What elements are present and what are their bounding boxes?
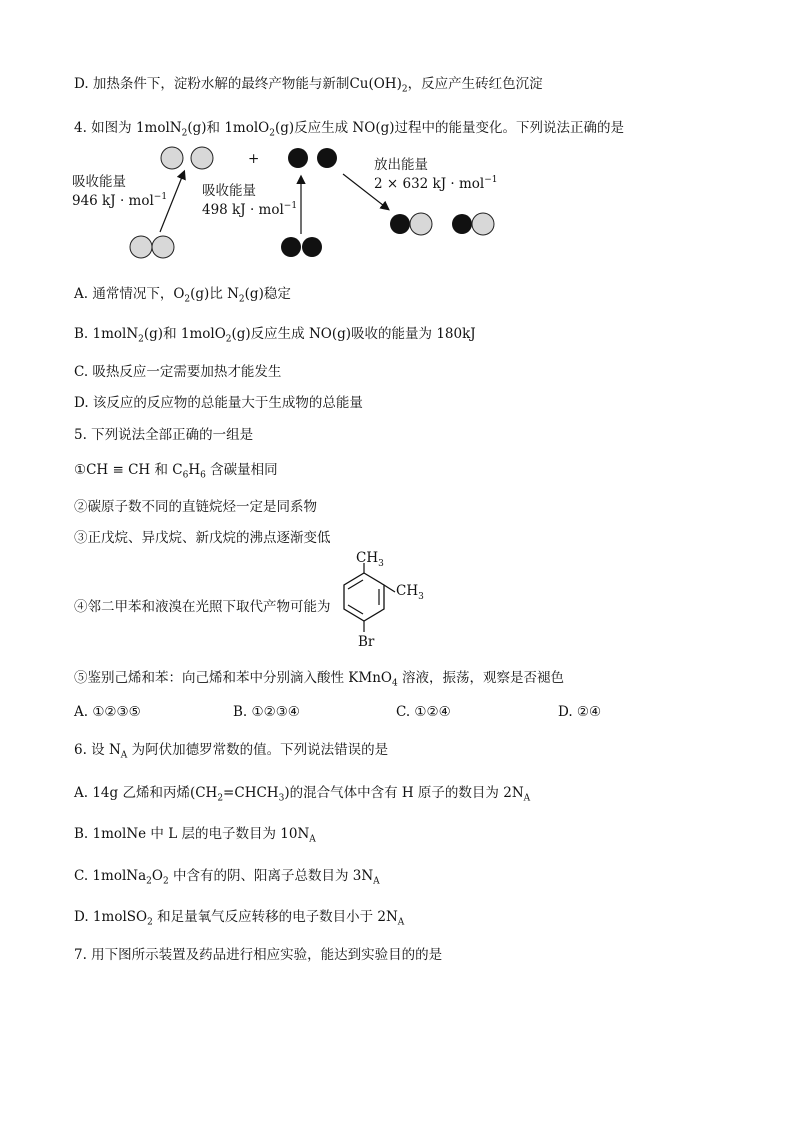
q5-statement-5: ⑤鉴别己烯和苯：向己烯和苯中分别滴入酸性 KMnO$_4$ 溶液，振荡，观察是否褪色: [74, 670, 564, 689]
o2-molecule: [281, 237, 301, 257]
svg-text:Br: Br: [358, 634, 375, 650]
absorb2-value: 498 kJ · mol$^{-1}$: [202, 201, 298, 218]
o-atom: [288, 148, 308, 168]
release-label: 放出能量: [374, 157, 428, 173]
q5-option-b: B. ①②③④: [233, 704, 300, 720]
q6-stem: 6. 设 $N_A$ 为阿伏加德罗常数的值。下列说法错误的是: [74, 742, 389, 761]
q6-option-c: C. $1molNa_2O_2$ 中含有的阴、阳离子总数目为 $3N_A$: [74, 868, 380, 887]
absorb2-label: 吸收能量: [202, 183, 256, 199]
q6-option-d: D. 1molSO$_2$ 和足量氧气反应转移的电子数目小于 $2N_A$: [74, 909, 405, 928]
q4-option-c: C. 吸热反应一定需要加热才能发生: [74, 364, 282, 380]
q3-option-d: D. 加热条件下，淀粉水解的最终产物能与新制$Cu(OH)_2$，反应产生砖红色沉淀: [74, 76, 543, 95]
q5-option-a: A. ①②③⑤: [74, 704, 141, 720]
q5-option-c: C. ①②④: [396, 704, 451, 720]
absorb1-label: 吸收能量: [72, 174, 126, 190]
absorb1-value: 946 kJ · mol$^{-1}$: [72, 192, 168, 209]
dimethyl-bromobenzene-structure: [344, 550, 424, 650]
q5-statement-1: ①CH ≡ CH 和 $C_6H_6$ 含碳量相同: [74, 462, 278, 481]
n-atom: [161, 147, 183, 169]
q5-stem: 5. 下列说法全部正确的一组是: [74, 427, 254, 443]
q4-stem: 4. 如图为 1molN$_2$(g)和 1molO$_2$(g)反应生成 NO(g)过程中的能量变化。下列说法正确的是: [74, 120, 624, 139]
q4-option-a: A. 通常情况下，$O_2(g)$比 $N_2(g)$稳定: [74, 286, 291, 305]
arrow-absorb1: [160, 172, 184, 232]
plus-sign: +: [248, 151, 260, 167]
no-molecule: [390, 214, 410, 234]
q5-statement-4: ④邻二甲苯和液溴在光照下取代产物可能为: [74, 599, 331, 615]
q5-option-d: D. ②④: [558, 704, 602, 720]
o-atom: [317, 148, 337, 168]
q6-option-a: A. 14g 乙烯和丙烯$(CH_2=CHCH_3)$的混合气体中含有 H 原子的数目为 $2N_A$: [74, 785, 531, 804]
q4-option-b: B. 1molN$_2$(g)和 1molO$_2$(g)反应生成 NO(g)吸收的能量为 180kJ: [74, 326, 476, 345]
no-molecule: [452, 214, 472, 234]
q7-stem: 7. 用下图所示装置及药品进行相应实验，能达到实验目的的是: [74, 947, 443, 963]
q5-statement-2: ②碳原子数不同的直链烷烃一定是同系物: [74, 499, 317, 515]
q6-option-b: B. 1molNe 中 L 层的电子数目为 $10N_A$: [74, 826, 316, 845]
svg-text:CH3: $CH_3$: [396, 583, 424, 602]
q4-option-d: D. 该反应的反应物的总能量大于生成物的总能量: [74, 395, 363, 411]
n2-molecule: [130, 236, 152, 258]
n-atom: [191, 147, 213, 169]
q5-statement-3: ③正戊烷、异戊烷、新戊烷的沸点逐渐变低: [74, 530, 331, 546]
release-value: 2 × 632 kJ · mol$^{-1}$: [374, 175, 498, 192]
svg-text:CH3: $CH_3$: [356, 550, 384, 569]
